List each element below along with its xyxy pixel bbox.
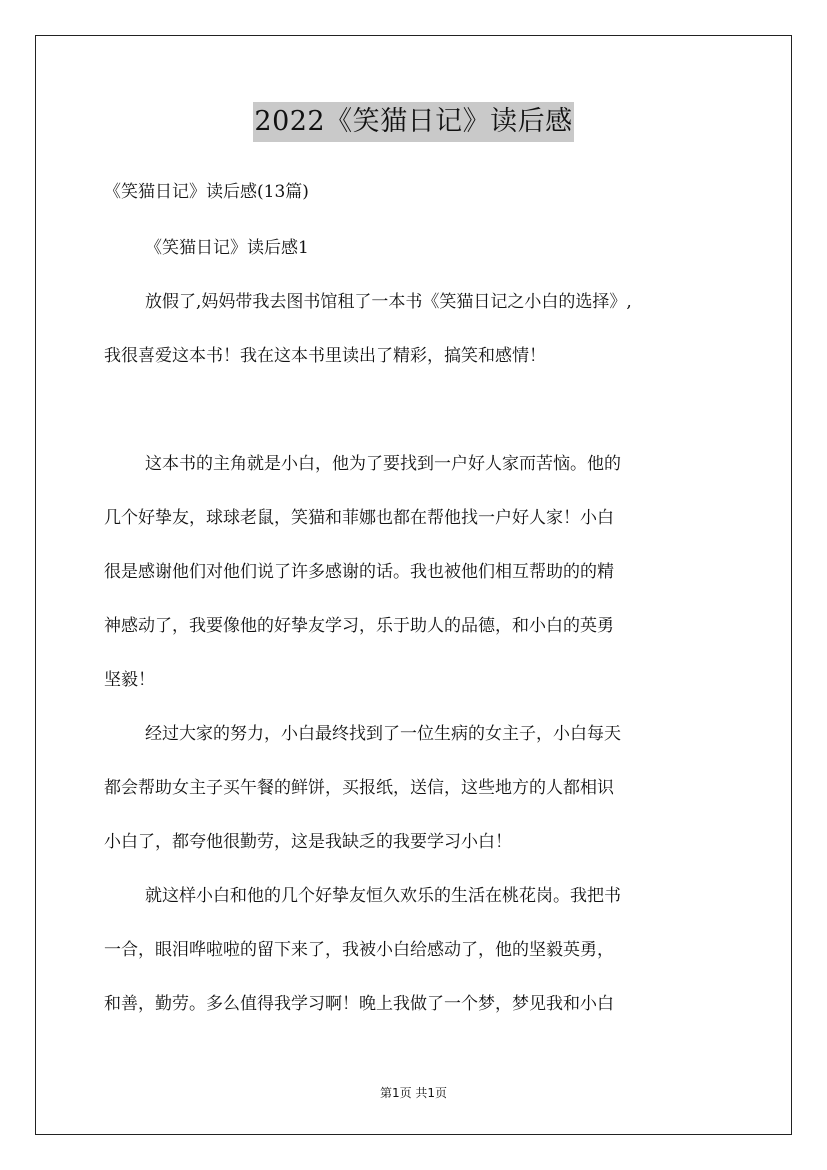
- paragraph-line: 坚毅！: [104, 670, 155, 690]
- paragraph-line: 几个好挚友，球球老鼠，笑猫和菲娜也都在帮他找一户好人家！小白: [104, 508, 614, 528]
- paragraph-line: 都会帮助女主子买午餐的鲜饼，买报纸，送信，这些地方的人都相识: [104, 778, 614, 798]
- document-title: 2022《笑猫日记》读后感: [253, 102, 573, 142]
- paragraph-line: 这本书的主角就是小白，他为了要找到一户好人家而苦恼。他的: [145, 454, 621, 474]
- paragraph-line: 经过大家的努力，小白最终找到了一位生病的女主子，小白每天: [145, 724, 621, 744]
- document-subtitle: 《笑猫日记》读后感(13篇): [104, 182, 309, 202]
- paragraph-line: 放假了,妈妈带我去图书馆租了一本书《笑猫日记之小白的选择》,: [145, 292, 632, 312]
- paragraph-line: 就这样小白和他的几个好挚友恒久欢乐的生活在桃花岗。我把书: [145, 886, 621, 906]
- paragraph-line: 和善，勤劳。多么值得我学习啊！晚上我做了一个梦，梦见我和小白: [104, 994, 614, 1014]
- page-footer: 第1页 共1页: [379, 1086, 448, 1100]
- paragraph-line: 神感动了，我要像他的好挚友学习，乐于助人的品德，和小白的英勇: [104, 616, 614, 636]
- section-heading: 《笑猫日记》读后感1: [145, 238, 309, 258]
- paragraph-line: 小白了，都夸他很勤劳，这是我缺乏的我要学习小白！: [104, 832, 512, 852]
- paragraph-line: 我很喜爱这本书！我在这本书里读出了精彩，搞笑和感情！: [104, 346, 546, 366]
- paragraph-line: 一合，眼泪哗啦啦的留下来了，我被小白给感动了，他的坚毅英勇，: [104, 940, 614, 960]
- paragraph-line: 很是感谢他们对他们说了许多感谢的话。我也被他们相互帮助的的精: [104, 562, 614, 582]
